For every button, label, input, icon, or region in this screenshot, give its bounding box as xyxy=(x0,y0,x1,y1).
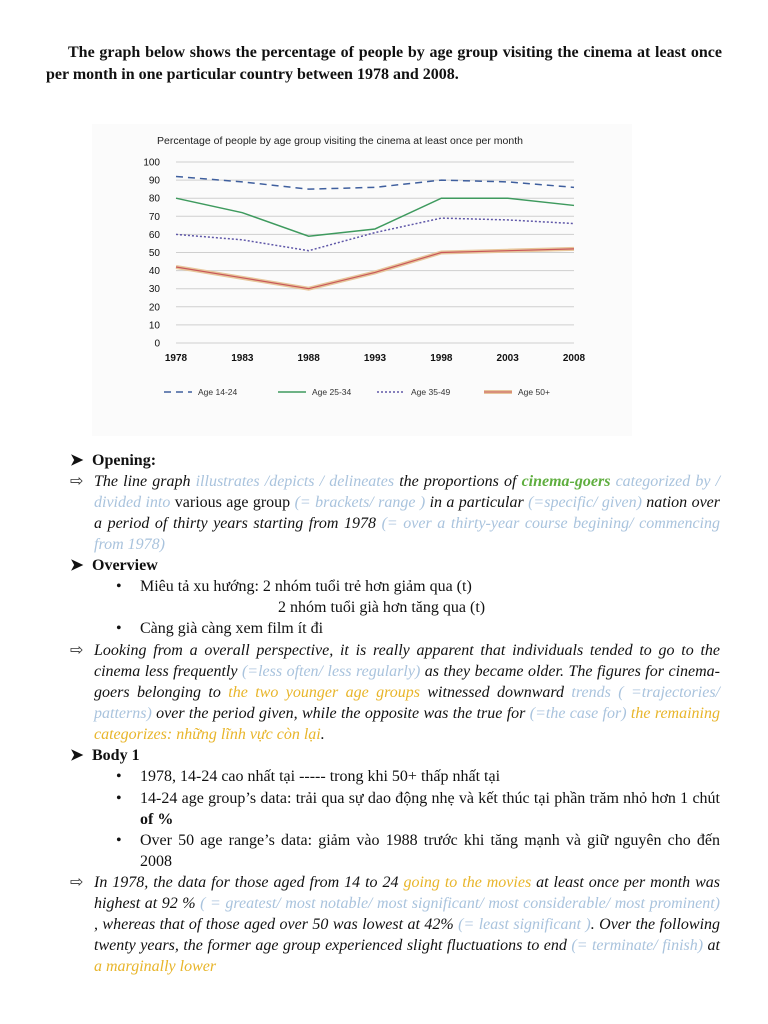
synonym-note: trends ( =trajectories/ patterns) xyxy=(94,684,720,722)
bullet-text: Càng già càng xem film ít đi xyxy=(140,620,324,637)
overview-bullet-2 xyxy=(116,618,720,639)
x-tick-label: 2003 xyxy=(496,353,519,364)
text-span: as they became older. The figures for cinema-goers belonging to xyxy=(94,663,720,701)
opening-paragraph xyxy=(70,471,720,555)
chart-background xyxy=(92,124,632,436)
y-tick-label: 20 xyxy=(148,302,160,314)
bullet-dot-icon: • xyxy=(116,620,122,637)
bullet-dot-icon: • xyxy=(116,832,122,849)
text-span: 14-24 age group’s data: trải qua sự dao động nhẹ và kết thúc tại phần trăm nhỏ hơn 1 chút xyxy=(140,790,720,807)
legend-label: Age 50+ xyxy=(518,387,550,397)
x-tick-label: 1998 xyxy=(430,353,453,364)
section-body1 xyxy=(70,745,140,766)
body1-bullet-3 xyxy=(116,830,720,872)
text-span: , whereas that of those aged over 50 was lowest at 42% xyxy=(94,916,459,933)
y-tick-label: 0 xyxy=(154,338,160,350)
synonym-note: (= over a thirty-year course begining/ commencing from 1978) xyxy=(94,515,720,553)
bullet-dot-icon: • xyxy=(116,578,122,595)
text-span: . xyxy=(320,726,325,743)
y-tick-label: 30 xyxy=(148,284,160,296)
overview-bullet-1-cont xyxy=(278,597,578,618)
x-tick-label: 1978 xyxy=(164,353,188,364)
bullet-text: 2 nhóm tuổi già hơn tăng qua (t) xyxy=(278,599,486,616)
synonym-note: ( = greatest/ most notable/ most significant/ most considerable/ most prominent) xyxy=(200,895,721,912)
bullet-text: 1978, 14-24 cao nhất tại ----- trong khi 50+ thấp nhất tại xyxy=(140,768,501,785)
x-tick-label: 1983 xyxy=(231,353,254,364)
bold-text: of % xyxy=(140,811,174,828)
x-tick-label: 2008 xyxy=(562,353,586,364)
y-tick-label: 90 xyxy=(148,175,160,187)
synonym-note: (=less often/ less regularly) xyxy=(241,663,421,680)
bullet-dot-icon: • xyxy=(116,768,122,785)
section-opening xyxy=(70,450,156,471)
text-span: at least once per month was highest at 92 % xyxy=(94,874,721,912)
highlight-term: cinema-goers xyxy=(521,473,611,490)
synonym-note: (= terminate/ finish) xyxy=(571,937,704,954)
arrowhead-bullet-icon: ➤ xyxy=(70,452,84,469)
y-tick-label: 100 xyxy=(143,157,160,169)
section-overview xyxy=(70,555,158,576)
y-tick-label: 50 xyxy=(148,248,160,259)
synonym-note: (=specific/ given) xyxy=(528,494,642,511)
x-tick-label: 1988 xyxy=(297,353,320,364)
text-span: various age group xyxy=(170,494,295,511)
y-tick-label: 60 xyxy=(148,229,160,241)
line-chart-figure xyxy=(92,124,632,436)
text-span: nation over a period of thirty years starting from 1978 xyxy=(94,494,721,532)
text-span: over the period given, while the opposite was the true for xyxy=(151,705,530,722)
task-title: The graph below shows the percentage of people by age group visiting the cinema at least once per month in one particular country between 1978 and 2008. xyxy=(46,44,722,83)
arrowhead-bullet-icon: ➤ xyxy=(70,747,84,764)
hollow-arrow-icon: ⇨ xyxy=(70,874,84,891)
text-span: The line graph xyxy=(94,473,196,490)
y-tick-label: 40 xyxy=(148,266,160,278)
section-opening-label: Opening: xyxy=(92,452,157,469)
bullet-text: Over 50 age range’s data: giảm vào 1988 trước khi tăng mạnh và giữ nguyên cho đến 2008 xyxy=(140,832,720,870)
bullet-dot-icon: • xyxy=(116,790,122,807)
section-body1-label: Body 1 xyxy=(92,747,140,764)
hollow-arrow-icon: ⇨ xyxy=(70,473,84,490)
legend-label: Age 14-24 xyxy=(198,387,238,397)
overview-bullet-1 xyxy=(116,576,720,597)
synonym-note: (=the case for) xyxy=(529,705,627,722)
bullet-text xyxy=(116,788,720,830)
y-tick-label: 80 xyxy=(148,193,160,205)
highlight-term: going to the movies xyxy=(403,874,532,891)
synonym-note: categorized by / divided into xyxy=(94,473,721,511)
text-span: . Over the following twenty years, the former age group experienced slight fluctuations to end xyxy=(94,916,721,954)
y-tick-label: 10 xyxy=(148,320,160,332)
line-chart xyxy=(92,124,632,436)
text-span: witnessed downward xyxy=(419,684,572,701)
body1-bullet-1 xyxy=(116,766,720,787)
section-overview-label: Overview xyxy=(92,557,158,574)
text-span: in a particular xyxy=(425,494,529,511)
text-span: Looking from a overall perspective, it is really apparent that individuals tended to go to the cinema less frequently xyxy=(94,642,720,680)
text-span: In 1978, the data for those aged from 14 to 24 xyxy=(94,874,404,891)
highlight-term: a marginally lower xyxy=(94,958,217,975)
overview-paragraph xyxy=(70,640,720,745)
synonym-note: (= least significant ) xyxy=(458,916,591,933)
text-span: at xyxy=(703,937,720,954)
synonym-note: (= brackets/ range ) xyxy=(294,494,426,511)
highlight-term: the two younger age groups xyxy=(228,684,420,701)
legend-label: Age 35-49 xyxy=(411,387,451,397)
y-tick-label: 70 xyxy=(148,211,160,223)
legend-label: Age 25-34 xyxy=(312,387,352,397)
body1-bullet-2 xyxy=(116,788,720,830)
hollow-arrow-icon: ⇨ xyxy=(70,642,84,659)
synonym-note: illustrates /depicts / delineates xyxy=(195,473,395,490)
body1-paragraph xyxy=(70,872,720,977)
chart-title: Percentage of people by age group visiting the cinema at least once per month xyxy=(157,135,523,147)
highlight-term: the remaining categorizes: những lĩnh vực còn lại xyxy=(94,705,720,743)
x-tick-label: 1993 xyxy=(363,353,387,364)
arrowhead-bullet-icon: ➤ xyxy=(70,557,84,574)
bullet-text: Miêu tả xu hướng: 2 nhóm tuổi trẻ hơn giảm qua (t) xyxy=(140,578,472,595)
text-span: the proportions of xyxy=(394,473,522,490)
